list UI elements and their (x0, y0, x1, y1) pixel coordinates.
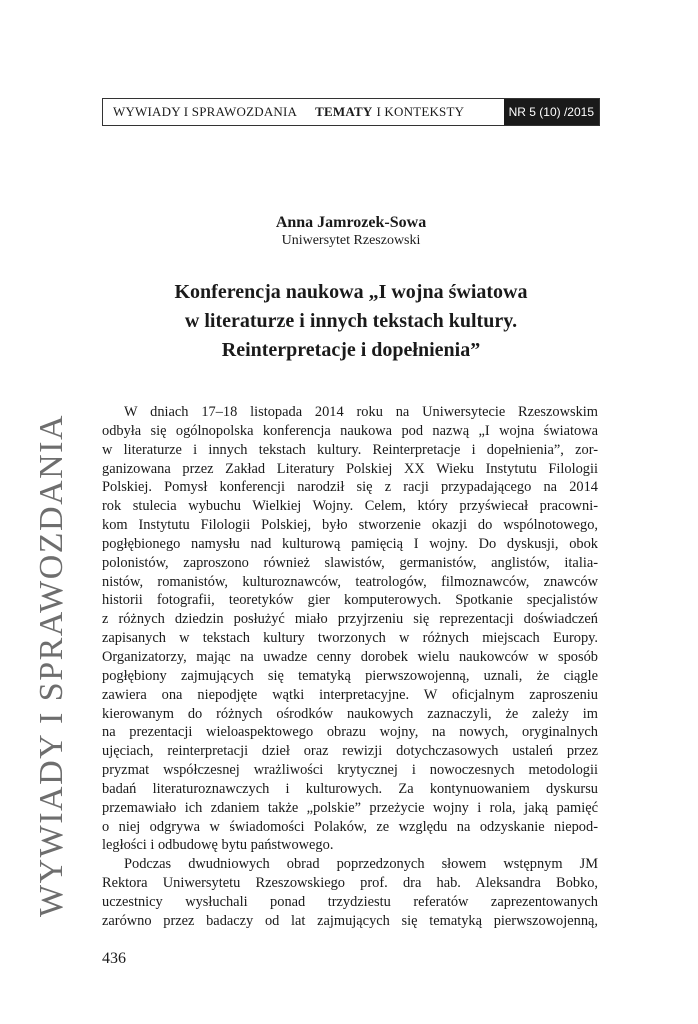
body-line: na prezentacji wieloaspektowego obrazu wojny, na nowych, oryginalnych (102, 724, 598, 741)
body-line: ujęciach, reinterpretacji dzieł oraz rewizji dotychczasowych ustaleń przez (102, 743, 598, 760)
author-name: Anna Jamrozek-Sowa (275, 214, 427, 231)
journal-name-bold: TEMATY (315, 104, 373, 119)
issue-badge: NR 5 (10) /2015 (504, 99, 599, 125)
body-line: uczestnicy wysłuchali ponad trzydziestu referatów zaprezentowanych (102, 893, 598, 910)
article-title (102, 278, 600, 365)
title-line: Reinterpretacje i dopełnienia” (221, 339, 481, 361)
body-line: pogłębiony zajmujących się tematyką pierwszowojenną, uznali, że ciągle (102, 667, 598, 684)
body-line: zapisanych w tekstach kultury tworzonych w różnych miejscach Europy. (102, 630, 598, 647)
body-line: Polskiej. Pomysł konferencji narodził się z racji przypadającego na 2014 (102, 479, 598, 496)
body-line: W dniach 17–18 listopada 2014 roku na Uniwersytecie Rzeszowskim (124, 404, 598, 420)
body-line: przemawiało ich zdaniem także „polskie” przeżycie wojny i rola, jaką pamięć (102, 799, 598, 816)
header-section: WYWIADY I SPRAWOZDANIA (113, 104, 298, 119)
body-line: z różnych dziedzin posłużyć miało przyjrzeniu się reprezentacji doświadczeń (102, 611, 598, 628)
body-line: ganizowana przez Zakład Literatury Polskiej XX Wieku Instytutu Filologii (102, 460, 598, 477)
author-affiliation: Uniwersytet Rzeszowski (281, 233, 421, 248)
body-line: polonistów, zaproszono również slawistów, germanistów, anglistów, italia- (102, 554, 598, 571)
body-line: Organizatorzy, mając na uwadze cenny dorobek wielu naukowców w sposób (102, 648, 598, 665)
body-line: kom Instytutu Filologii Polskiej, było stworzenie okazji do wspólnotowego, (102, 517, 598, 534)
body-line: Rektora Uniwersytetu Rzeszowskiego prof. dra hab. Aleksandra Bobko, (102, 875, 598, 892)
vertical-section-label: WYWIADY I SPRAWOZDANIA (33, 413, 70, 917)
body-line: zawiera ona niepodjęte wątki interpretacyjne. W oficjalnym zaproszeniu (102, 686, 598, 703)
body-line: historii fotografii, teoretyków gier komputerowych. Spotkanie specjalistów (102, 592, 598, 609)
body-line: Podczas dwudniowych obrad poprzedzonych słowem wstępnym JM (124, 856, 598, 873)
title-line: Konferencja naukowa „I wojna światowa (174, 281, 528, 303)
body-line: w literaturze i innych tekstach kultury. Reinterpretacje i dopełnienia”, zor- (102, 441, 598, 458)
body-line: ległości i odbudowę bytu państwowego. (102, 837, 334, 854)
running-header (102, 98, 600, 126)
journal-name-rest: I KONTEKSTY (376, 104, 465, 119)
body-line: nistów, romanistów, kulturoznawców, teatrologów, filmoznawców, znawców (102, 573, 598, 590)
running-header-titles (103, 99, 504, 125)
body-line: kierowanym do różnych ośrodków naukowych zaznaczyli, że zależy im (102, 705, 598, 722)
body-line: badań literaturoznawczych i kulturowych. Za kontynuowaniem dyskursu (102, 780, 598, 797)
body-line: pryzmat współczesnej wrażliwości krytycznej i nowoczesnych metodologii (102, 762, 598, 779)
title-line: w literaturze i innych tekstach kultury. (184, 310, 518, 332)
body-line: rok stulecia wybuchu Wielkiej Wojny. Celem, który przyświecał pracowni- (102, 498, 598, 515)
body-line: pogłębionego namysłu nad kulturową pamięcią I wojny. Do dyskusji, obok (102, 535, 598, 552)
article-body (102, 403, 598, 931)
page-number: 436 (102, 950, 126, 967)
body-line: zarówno przez badaczy od lat zajmujących się tematyką pierwszowojenną, (102, 912, 598, 929)
body-line: o niej odgrywa w świadomości Polaków, ze względu na odzyskanie niepod- (102, 818, 598, 835)
body-line: odbyła się ogólnopolska konferencja naukowa pod nazwą „I wojna światowa (102, 422, 598, 439)
